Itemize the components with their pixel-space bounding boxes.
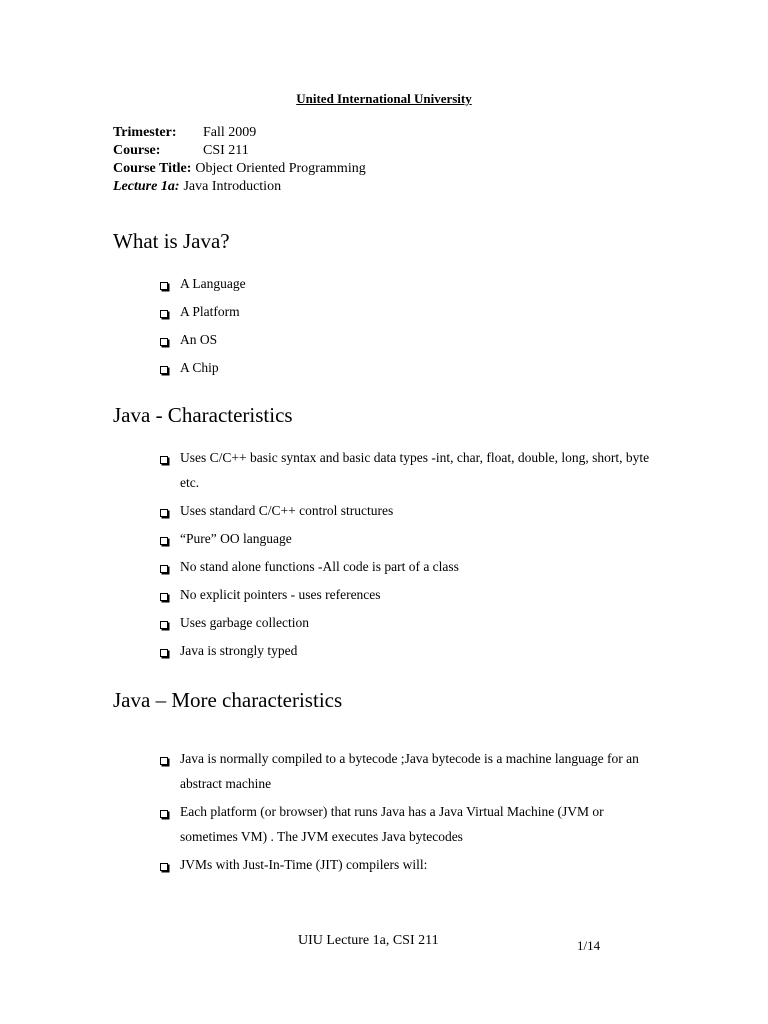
list-item-text: “Pure” OO language bbox=[180, 531, 292, 546]
checkbox-bullet-icon bbox=[160, 456, 168, 464]
course-title-value: Object Oriented Programming bbox=[195, 161, 366, 176]
checkbox-bullet-icon bbox=[160, 537, 168, 545]
course-title-row bbox=[113, 160, 366, 178]
trimester-row bbox=[113, 124, 366, 142]
section-list-characteristics bbox=[160, 451, 660, 672]
list-item-text: A Chip bbox=[180, 360, 219, 375]
checkbox-bullet-icon bbox=[160, 509, 168, 517]
checkbox-bullet-icon bbox=[160, 565, 168, 573]
list-item bbox=[160, 752, 660, 805]
course-value: CSI 211 bbox=[203, 143, 249, 158]
section-list-more-characteristics bbox=[160, 752, 660, 886]
list-item-text: A Language bbox=[180, 276, 246, 291]
list-item-text: Java is normally compiled to a bytecode ;Java bytecode is a machine language for an abstract machine bbox=[180, 751, 639, 791]
section-heading-what-is-java: What is Java? bbox=[113, 229, 230, 253]
section-list-what-is-java bbox=[160, 277, 680, 389]
list-item-text: A Platform bbox=[180, 304, 240, 319]
checkbox-bullet-icon bbox=[160, 863, 168, 871]
list-item-text: No explicit pointers - uses references bbox=[180, 587, 381, 602]
list-item-text: Uses standard C/C++ control structures bbox=[180, 503, 394, 518]
list-item-text: Each platform (or browser) that runs Java has a Java Virtual Machine (JVM or sometimes VM) . The JVM executes Java bytecodes bbox=[180, 804, 604, 844]
section-heading-more-characteristics: Java – More characteristics bbox=[113, 688, 343, 712]
list-item-text: Java is strongly typed bbox=[180, 643, 298, 658]
page-footer: UIU Lecture 1a, CSI 211 bbox=[298, 933, 439, 948]
list-item bbox=[160, 805, 660, 858]
checkbox-bullet-icon bbox=[160, 593, 168, 601]
checkbox-bullet-icon bbox=[160, 649, 168, 657]
list-item bbox=[160, 361, 680, 389]
lecture-value: Java Introduction bbox=[183, 179, 282, 194]
checkbox-bullet-icon bbox=[160, 310, 168, 318]
course-label: Course: bbox=[113, 143, 161, 158]
list-item-text: Uses C/C++ basic syntax and basic data types -int, char, float, double, long, short, byte etc. bbox=[180, 450, 650, 490]
course-title-label: Course Title: bbox=[113, 161, 192, 176]
page-number: 1/14 bbox=[577, 938, 601, 953]
trimester-value: Fall 2009 bbox=[203, 125, 257, 140]
university-title: United International University bbox=[296, 91, 472, 106]
list-item-text: JVMs with Just-In-Time (JIT) compilers will: bbox=[180, 857, 428, 872]
lecture-label: Lecture 1a: bbox=[113, 179, 180, 194]
list-item bbox=[160, 333, 680, 361]
trimester-label: Trimester: bbox=[113, 125, 177, 140]
checkbox-bullet-icon bbox=[160, 338, 168, 346]
list-item-text: Uses garbage collection bbox=[180, 615, 309, 630]
list-item bbox=[160, 644, 660, 672]
list-item bbox=[160, 305, 680, 333]
list-item-text: No stand alone functions -All code is part of a class bbox=[180, 559, 459, 574]
course-meta bbox=[113, 124, 366, 196]
checkbox-bullet-icon bbox=[160, 810, 168, 818]
list-item-text: An OS bbox=[180, 332, 218, 347]
list-item bbox=[160, 858, 660, 886]
checkbox-bullet-icon bbox=[160, 621, 168, 629]
checkbox-bullet-icon bbox=[160, 757, 168, 765]
course-row bbox=[113, 142, 366, 160]
list-item bbox=[160, 451, 660, 504]
lecture-row bbox=[113, 178, 366, 196]
checkbox-bullet-icon bbox=[160, 366, 168, 374]
checkbox-bullet-icon bbox=[160, 282, 168, 290]
section-heading-characteristics: Java - Characteristics bbox=[113, 403, 293, 427]
